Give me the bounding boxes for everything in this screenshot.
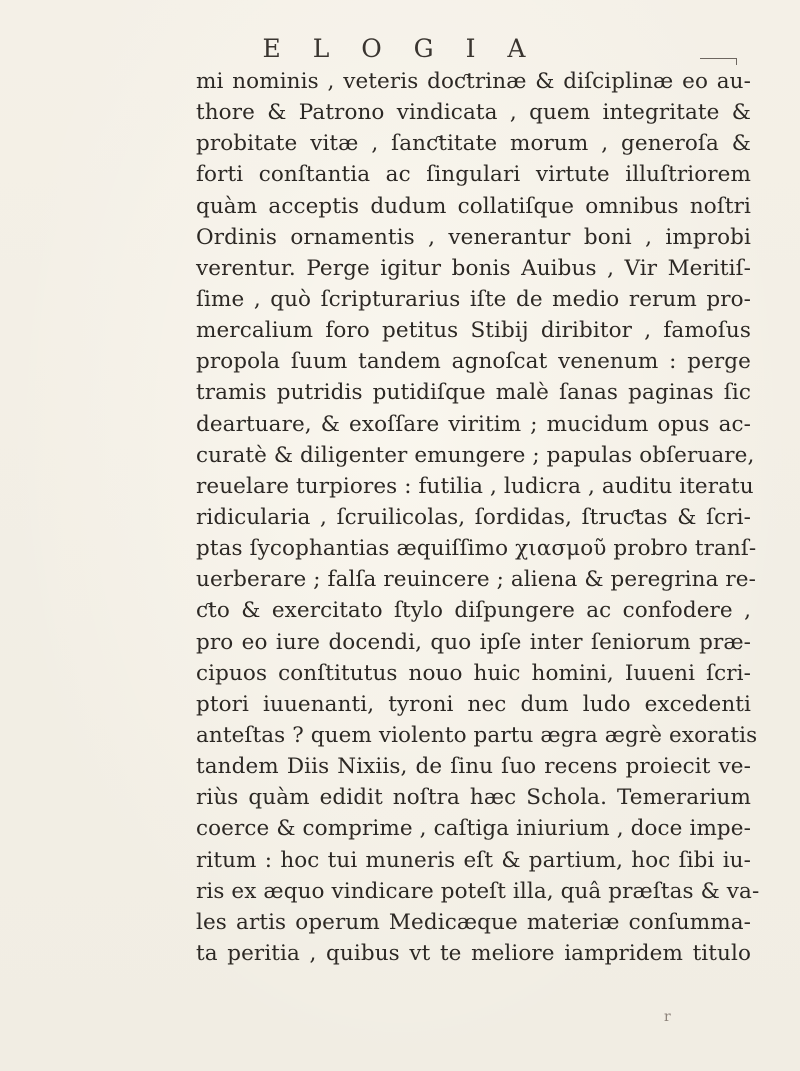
- text-line: anteſtas ? quem violento partu ægra ægrè exoratis: [196, 722, 758, 748]
- text-line: ritum : hoc tui muneris eſt & partium, hoc ſibi iu-: [196, 847, 751, 873]
- text-line: ptas ſycophantias æquiſſimo χιασμοῦ probro tranſ-: [196, 536, 757, 562]
- text-line: Ordinis ornamentis , venerantur boni , improbi: [196, 224, 751, 250]
- text-line: pro eo iure docendi, quo ipſe inter ſeniorum præ-: [196, 629, 751, 655]
- text-line: riùs quàm edidit noſtra hæc Schola. Temerarium: [196, 785, 751, 811]
- text-line: quàm acceptis dudum collatiſque omnibus noſtri: [196, 193, 751, 219]
- running-head: E L O G I A: [262, 34, 538, 63]
- text-line: ſime , quò ſcripturarius iſte de medio rerum pro-: [196, 286, 751, 312]
- footer-mark: r: [664, 1009, 671, 1025]
- text-line: thore & Patrono vindicata , quem integritate &: [196, 100, 751, 126]
- text-line: mi nominis , veteris doƈtrinæ & diſciplinæ eo au-: [196, 69, 751, 94]
- text-line: tramis putridis putidiſque malè ſanas paginas ſic: [196, 380, 751, 406]
- text-line: les artis operum Medicæque materiæ conſumma-: [196, 909, 751, 935]
- text-line: probitate vitæ , ſanƈtitate morum , generoſa &: [196, 131, 751, 157]
- text-line: verentur. Perge igitur bonis Auibus , Vir Meritiſ-: [196, 255, 751, 281]
- text-line: uerberare ; falſa reuincere ; aliena & peregrina re-: [196, 567, 756, 593]
- text-line: ta peritia , quibus vt te meliore iampridem titulo: [196, 940, 751, 966]
- text-line: reuelare turpiores : futilia , ludicra , auditu iteratu: [196, 473, 754, 499]
- text-line: ridicularia , ſcruilicolas, ſordidas, ſtruƈtas & ſcri-: [196, 504, 751, 530]
- text-line: mercalium foro petitus Stibij diribitor , famoſus: [196, 318, 751, 344]
- text-line: tandem Diis Nixiis, de ſinu ſuo recens proiecit ve-: [196, 754, 751, 780]
- text-line: ris ex æquo vindicare poteſt illa, quâ præſtas & va-: [196, 878, 760, 904]
- text-line: propola ſuum tandem agnoſcat venenum : perge: [196, 349, 751, 375]
- text-line: cipuos conſtitutus nouo huic homini, Iuueni ſcri-: [196, 660, 751, 686]
- text-line: ƈto & exercitato ſtylo diſpungere ac confodere ,: [196, 598, 751, 624]
- text-line: forti conſtantia ac ſingulari virtute illuſtriorem: [196, 162, 751, 188]
- text-line: coerce & comprime , caſtiga iniurium , doce impe-: [196, 816, 751, 842]
- text-line: deartuare, & exoſſare viritim ; mucidum opus ac-: [196, 411, 751, 437]
- body-text: [196, 66, 760, 969]
- catch-mark: [700, 58, 737, 65]
- text-line: ptori iuuenanti, tyroni nec dum ludo excedenti: [196, 691, 751, 717]
- text-line: curatè & diligenter emungere ; papulas obſeruare,: [196, 442, 755, 468]
